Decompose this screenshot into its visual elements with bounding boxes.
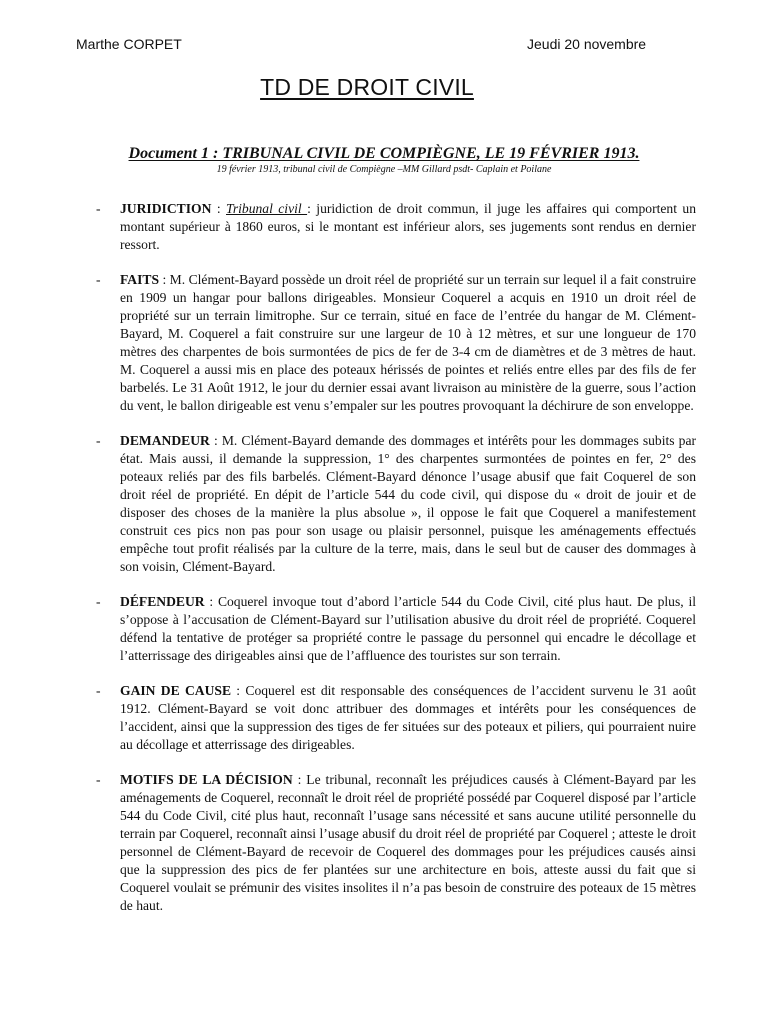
- section-heading: JURIDICTION: [120, 201, 212, 216]
- section-text: M. Clément-Bayard demande des dommages et intérêts pour les dommages subits par état. Mais aussi, il demande la suppression, 1° des charpentes surmontées de pointes en fer, 2° des poteaux reliés par des fils barbelés. Clément-Bayard dénonce l’usage abusif que fait Coquerel de son droit réel de propriété. En dépit de l’article 544 du code civil, qui dispose du « droit de jouir et de disposer des choses de la manière la plus absolue », il oppose le fait que Coquerel a manifestement construit ces pics non pas pour son usage ou plaisir personnel, puisque les aménagements effectués empêche tout profit réalisés par la culture de la terre, mais, dans le seul but de causer des dommages à son voisin, Clément-Bayard.: [120, 433, 696, 574]
- section-text: Coquerel est dit responsable des conséquences de l’accident survenu le 31 août 1912. Clément-Bayard se voit donc attribuer des dommages et intérêts pour les conséquences de l’accident, ainsi que la suppression des tiges de fer situées sur des poteaux et piliers, qui pourraient nuire au décollage et atterrissage des dirigeables.: [120, 683, 697, 752]
- section-separator: :: [292, 772, 307, 787]
- section-heading: FAITS: [120, 272, 160, 287]
- court-term: Tribunal civil: [226, 201, 308, 216]
- case-sections: [96, 200, 696, 932]
- section-demandeur: [96, 432, 696, 576]
- section-heading: DÉFENDEUR: [120, 594, 205, 609]
- section-heading: DEMANDEUR: [120, 433, 210, 448]
- section-text: Le tribunal, reconnaît les préjudices causés à Clément-Bayard par les aménagements de Coquerel, reconnaît le droit réel de propriété possédé par Coquerel disposé par l’article 544 du Code Civil, cité plus haut, reconnaît l’usage sans nécessité et sans aucune utilité personnelle du terrain par Coquerel, reconnaît ainsi l’usage abusif du droit réel de propriété par Coquerel ; atteste le droit personnel de Clément-Bayard de recevoir de Coquerel des dommages pour les préjudices causés ainsi que la suppression des pics de fer plantées sur une architecture en bois, atteste aussi du fait que si Coquerel voulait se prémunir des visites insolites il n’a pas besoin de construire des poteaux de 15 mètres de haut.: [120, 772, 696, 913]
- section-separator: :: [159, 272, 170, 287]
- section-juridiction: [96, 200, 696, 254]
- bullet: -: [96, 201, 101, 216]
- section-heading: GAIN DE CAUSE: [120, 683, 232, 698]
- header-date: Jeudi 20 novembre: [527, 36, 647, 52]
- document-title: Document 1 : TRIBUNAL CIVIL DE COMPIÈGNE, LE 19 FÉVRIER 1913.: [128, 145, 640, 162]
- bullet: -: [96, 772, 101, 787]
- page-title: TD DE DROIT CIVIL: [260, 74, 474, 100]
- section-defendeur: [96, 593, 696, 665]
- bullet: -: [96, 433, 101, 448]
- section-gain-de-cause: [96, 682, 696, 754]
- bullet: -: [96, 272, 101, 287]
- section-separator: :: [231, 683, 246, 698]
- bullet: -: [96, 683, 101, 698]
- section-separator: :: [211, 201, 227, 216]
- section-heading: MOTIFS DE LA DÉCISION: [120, 772, 293, 787]
- bullet: -: [96, 594, 101, 609]
- section-separator: :: [209, 433, 222, 448]
- section-text: M. Clément-Bayard possède un droit réel de propriété sur un terrain sur lequel il a fait construire en 1909 un hangar pour ballons dirigeables. Monsieur Coquerel a acquis en 1910 un droit réel de propriété sur un terrain limitrophe. Sur ce terrain, situé en face de l’entrée du hangar de M. Clément-Bayard, M. Coquerel a fait construire sur une largeur de 10 à 12 mètres, et sur une longueur de 170 mètres des charpentes de bois surmontées de pics de fer de 3-4 cm de diamètres et de 3 mètres de haut. M. Coquerel a aussi mis en place des poteaux hérissés de pointes et reliés entre elles par des fils de fer barbelés. Le 31 Août 1912, le jour du dernier essai avant livraison au ministère de la guerre, sous l’action du vent, le ballon dirigeable est venu s’empaler sur les poutres provoquant la déchirure de son enveloppe.: [120, 272, 696, 413]
- section-text: Coquerel invoque tout d’abord l’article 544 du Code Civil, cité plus haut. De plus, il s’oppose à l’accusation de Clément-Bayard sur l’utilisation abusive du droit réel de propriété. Coquerel défend la tentative de protéger sa propriété contre le passage du personnel qui encadre le décollage et l’atterrissage des dirigeables ainsi que de l’affluence des touristes sur son terrain.: [120, 594, 696, 663]
- section-faits: [96, 271, 696, 415]
- section-text: : juridiction de droit commun, il juge les affaires qui comportent un montant supérieur à 1860 euros, si le montant est inférieur alors, ses jugements sont rendus en dernier ressort.: [120, 201, 696, 252]
- document-subtitle: 19 février 1913, tribunal civil de Compiègne –MM Gillard psdt- Caplain et Poilane: [216, 164, 552, 175]
- section-separator: :: [204, 594, 218, 609]
- author-name: Marthe CORPET: [76, 36, 182, 52]
- section-motifs: [96, 771, 696, 915]
